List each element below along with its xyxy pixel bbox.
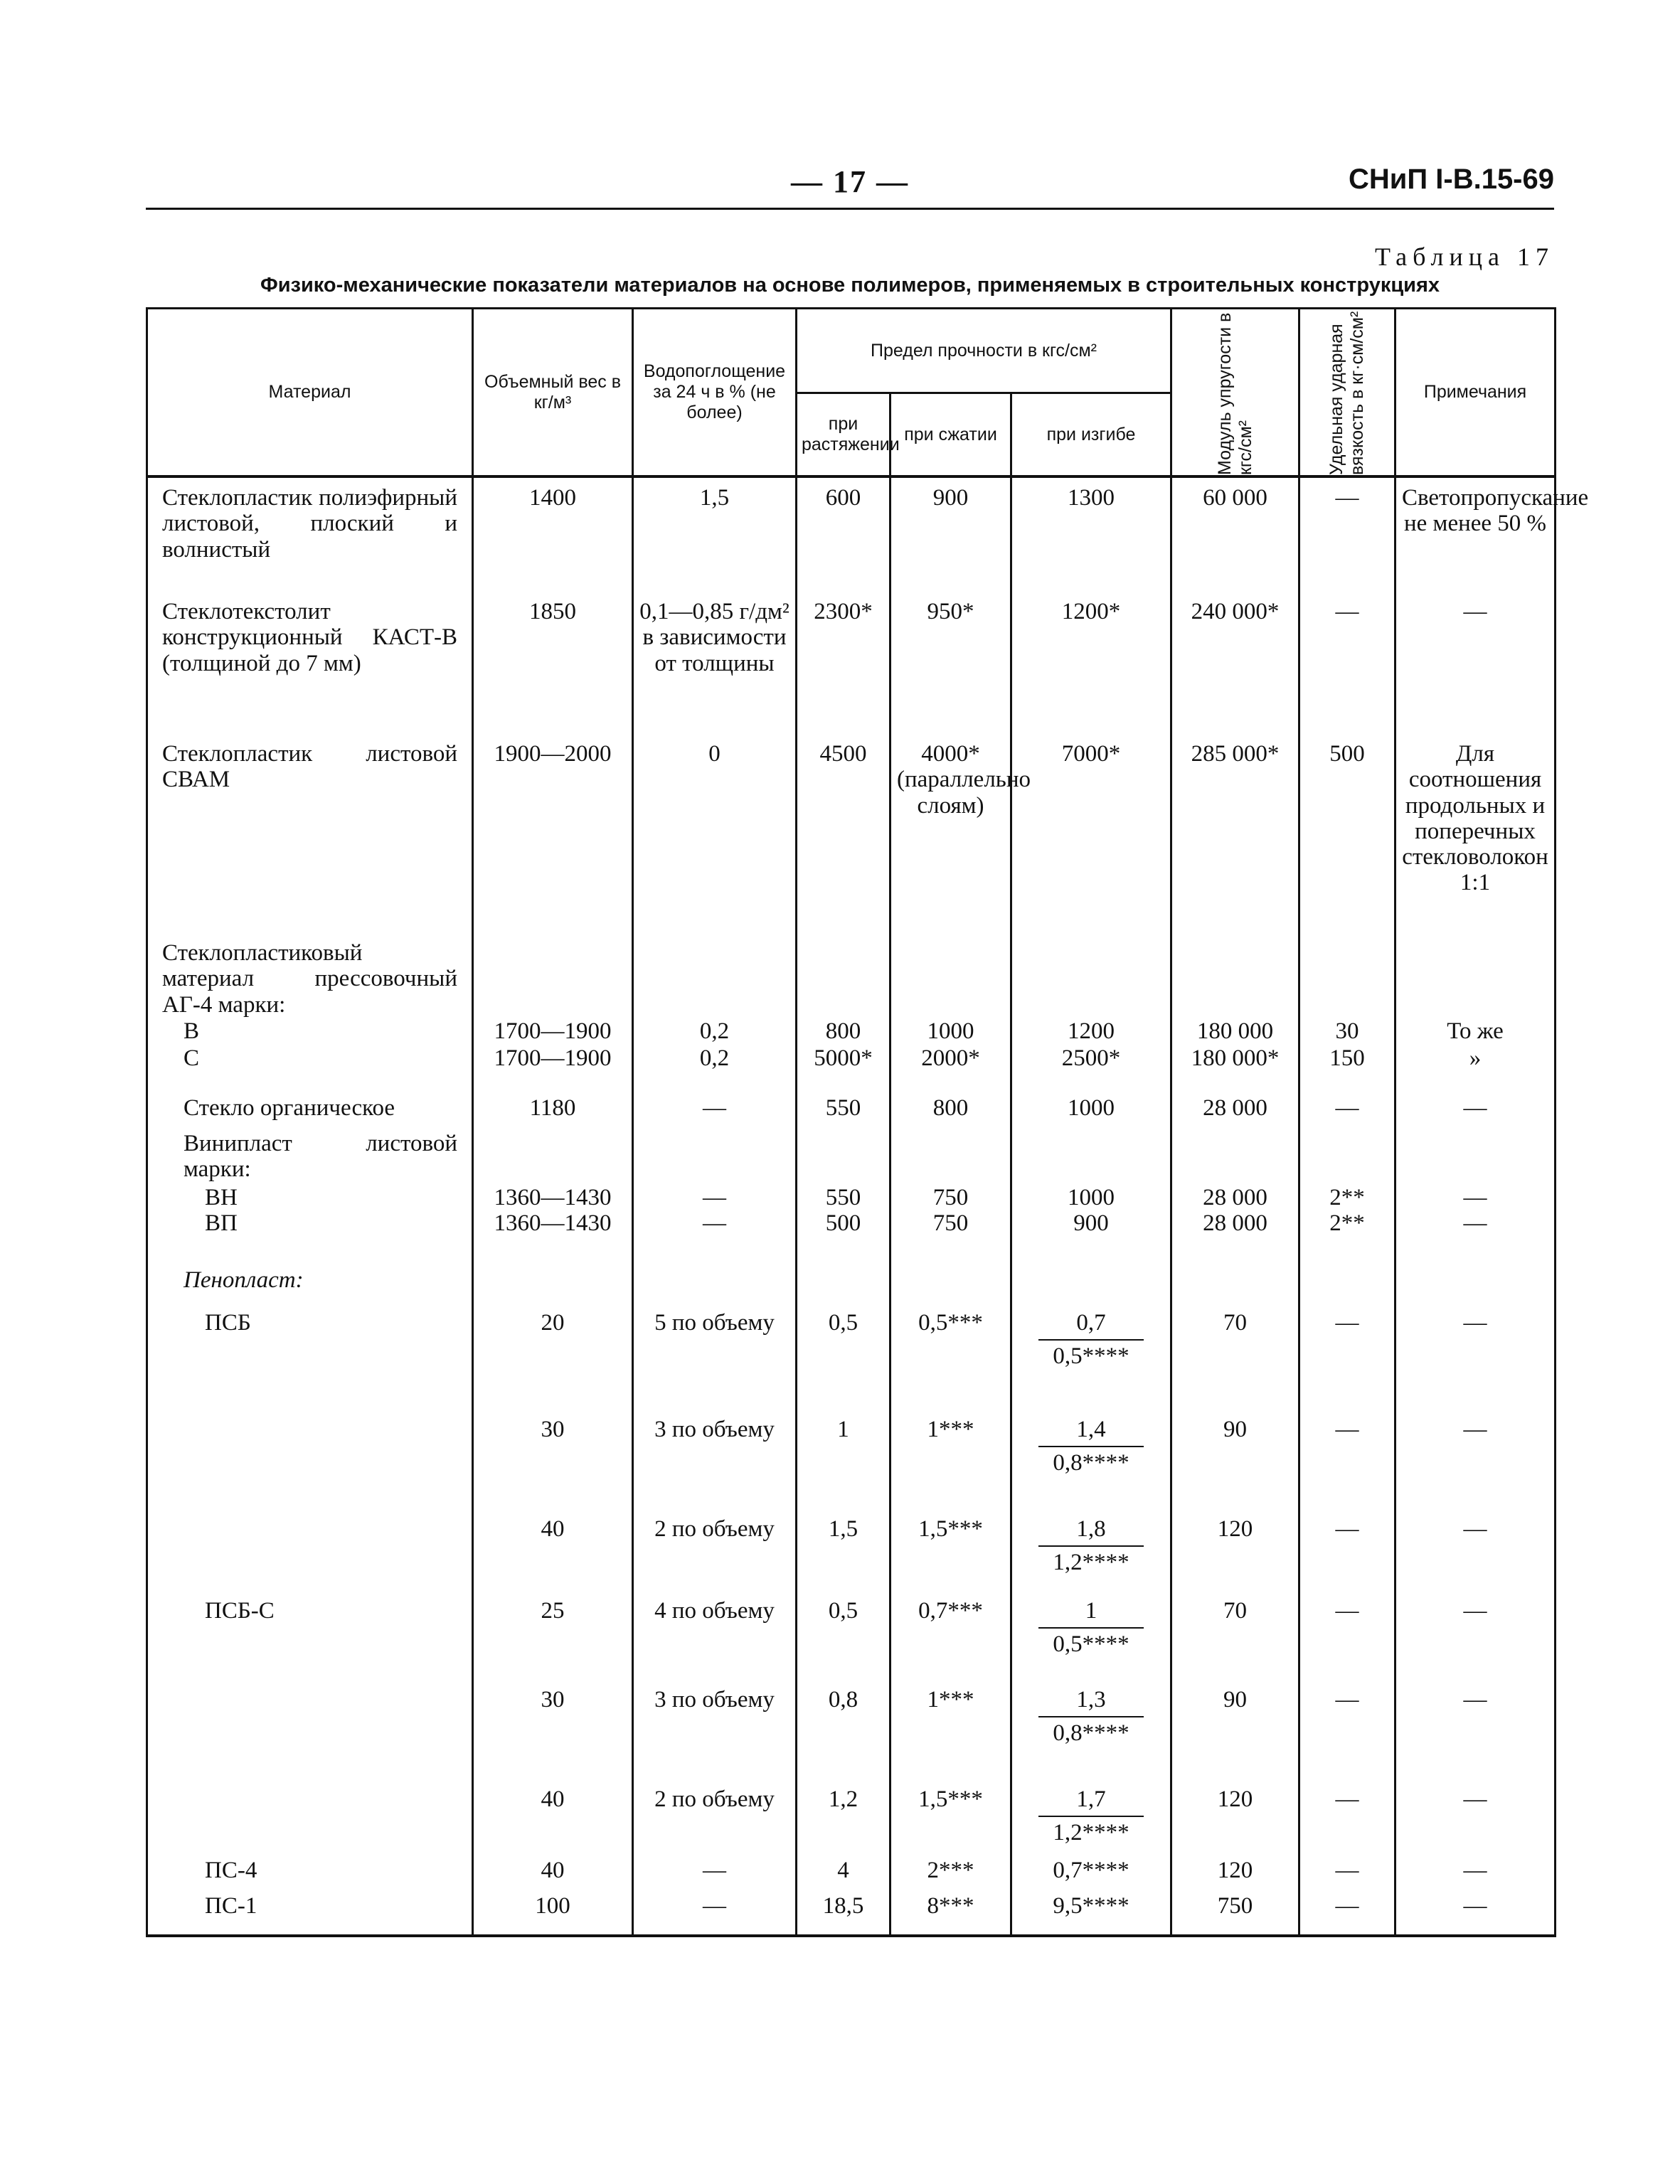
density-cell: 30 [473, 1417, 633, 1516]
impact-cell: — [1299, 1516, 1395, 1598]
water-cell: — [633, 1893, 797, 1936]
notes-cell: — [1395, 1185, 1556, 1210]
bending-fraction [1038, 1516, 1143, 1575]
density-cell: 40 [473, 1858, 633, 1893]
compression-cell: 1,5*** [890, 1786, 1011, 1858]
bending-numerator: 0,7 [1038, 1310, 1143, 1340]
material-cell: ПС-1 [147, 1893, 473, 1936]
impact-cell: 30 [1299, 1018, 1395, 1045]
tension-cell: 550 [797, 1185, 890, 1210]
material-cell: Стеклопластик полиэфирный листовой, плоский и волнистый [147, 485, 473, 599]
table-row [147, 1131, 1556, 1185]
bending-denominator: 0,5**** [1053, 1631, 1129, 1657]
tension-cell: 0,5 [797, 1310, 890, 1417]
bending-denominator: 0,5**** [1053, 1343, 1129, 1369]
page-header [146, 164, 1554, 206]
table-row [147, 1687, 1556, 1786]
density-cell: 1360—1430 [473, 1210, 633, 1267]
modulus-cell: 28 000 [1171, 1210, 1299, 1267]
water-cell: — [633, 1185, 797, 1210]
tension-cell: 0,8 [797, 1687, 890, 1786]
tension-cell: 500 [797, 1210, 890, 1267]
modulus-cell: 28 000 [1171, 1185, 1299, 1210]
notes-cell: — [1395, 1095, 1556, 1131]
material-cell: ВП [147, 1210, 473, 1267]
modulus-cell: 120 [1171, 1858, 1299, 1893]
col-modulus-label: Модуль упругости в кгс/см² [1214, 312, 1255, 475]
compression-cell: 1*** [890, 1417, 1011, 1516]
modulus-cell: 750 [1171, 1893, 1299, 1936]
bending-fraction [1038, 1687, 1143, 1746]
impact-cell: — [1299, 1786, 1395, 1858]
compression-cell: 1000 [890, 1018, 1011, 1045]
bending-cell [1011, 1786, 1171, 1858]
modulus-cell: 180 000 [1171, 1018, 1299, 1045]
bending-cell [1011, 1417, 1171, 1516]
modulus-cell: 60 000 [1171, 485, 1299, 599]
material-cell: Стеклопластиковый материал прессовочный АГ-4 марки: [147, 940, 473, 1018]
compression-cell: 900 [890, 485, 1011, 599]
bending-cell: 1200 [1011, 1018, 1171, 1045]
notes-cell: » [1395, 1045, 1556, 1095]
table-row [147, 599, 1556, 741]
water-cell: 5 по объему [633, 1310, 797, 1417]
bending-denominator: 0,8**** [1053, 1449, 1129, 1476]
tension-cell: 2300* [797, 599, 890, 741]
modulus-cell: 70 [1171, 1598, 1299, 1687]
notes-cell: — [1395, 1417, 1556, 1516]
notes-cell: — [1395, 1858, 1556, 1893]
notes-cell: — [1395, 1210, 1556, 1267]
bending-denominator: 0,8**** [1053, 1720, 1129, 1746]
water-cell: 3 по объему [633, 1417, 797, 1516]
document-code: СНиП I-В.15-69 [1349, 164, 1554, 195]
table-row [147, 1310, 1556, 1417]
modulus-cell: 240 000* [1171, 599, 1299, 741]
water-cell: 0,2 [633, 1018, 797, 1045]
density-cell: 40 [473, 1786, 633, 1858]
impact-cell: — [1299, 1858, 1395, 1893]
bending-cell: 1200* [1011, 599, 1171, 741]
notes-cell: — [1395, 1516, 1556, 1598]
compression-cell: 4000* (параллельно слоям) [890, 741, 1011, 940]
table-row [147, 1095, 1556, 1131]
bending-cell: 900 [1011, 1210, 1171, 1267]
compression-cell: 750 [890, 1210, 1011, 1267]
modulus-cell: 28 000 [1171, 1095, 1299, 1131]
impact-cell: — [1299, 1893, 1395, 1936]
material-cell: Пенопласт: [147, 1267, 473, 1310]
material-cell [147, 1417, 473, 1516]
table-body [147, 476, 1589, 1936]
compression-cell: 950* [890, 599, 1011, 741]
table-row [147, 1893, 1556, 1936]
page-number: — 17 — [791, 164, 909, 199]
compression-cell: 2000* [890, 1045, 1011, 1095]
bending-numerator: 1,8 [1038, 1516, 1143, 1546]
table-row [147, 1858, 1556, 1893]
material-cell: ВН [147, 1185, 473, 1210]
modulus-cell: 180 000* [1171, 1045, 1299, 1095]
bending-fraction [1038, 1310, 1143, 1369]
water-cell: 0 [633, 741, 797, 940]
compression-cell: 0,5*** [890, 1310, 1011, 1417]
density-cell: 1400 [473, 485, 633, 599]
bending-numerator: 1,3 [1038, 1687, 1143, 1717]
col-water: Водопоглощение за 24 ч в % (не более) [633, 309, 797, 477]
impact-cell: — [1299, 599, 1395, 741]
material-cell: ПСБ-С [147, 1598, 473, 1687]
bending-fraction [1038, 1598, 1143, 1657]
material-cell: Винипласт листовой марки: [147, 1131, 473, 1185]
tension-cell: 1,2 [797, 1786, 890, 1858]
bending-cell [1011, 1687, 1171, 1786]
compression-cell: 2*** [890, 1858, 1011, 1893]
density-cell: 20 [473, 1310, 633, 1417]
table-row [147, 1018, 1556, 1045]
material-cell [147, 1786, 473, 1858]
tension-cell: 800 [797, 1018, 890, 1045]
water-cell: 2 по объему [633, 1516, 797, 1598]
density-cell: 30 [473, 1687, 633, 1786]
notes-cell: — [1395, 1310, 1556, 1417]
water-cell: 2 по объему [633, 1786, 797, 1858]
material-cell: В [147, 1018, 473, 1045]
impact-cell: 2** [1299, 1210, 1395, 1267]
bending-fraction [1038, 1786, 1143, 1845]
table-row [147, 1598, 1556, 1687]
tension-cell: 600 [797, 485, 890, 599]
notes-cell: Светопропускание не менее 50 % [1395, 485, 1556, 599]
col-impact [1299, 309, 1395, 477]
compression-cell: 8*** [890, 1893, 1011, 1936]
bending-denominator: 1,2**** [1053, 1549, 1129, 1575]
table-row [147, 1417, 1556, 1516]
table-row [147, 1267, 1556, 1310]
tension-cell: 5000* [797, 1045, 890, 1095]
bending-cell: 1300 [1011, 485, 1171, 599]
col-tension: при растяжении [797, 393, 890, 477]
col-density: Объемный вес в кг/м³ [473, 309, 633, 477]
notes-cell: — [1395, 1598, 1556, 1687]
density-cell: 1360—1430 [473, 1185, 633, 1210]
bending-cell: 2500* [1011, 1045, 1171, 1095]
col-bending: при изгибе [1011, 393, 1171, 477]
density-cell: 1180 [473, 1095, 633, 1131]
bending-cell: 1000 [1011, 1185, 1171, 1210]
bending-cell [1011, 1516, 1171, 1598]
impact-cell: 150 [1299, 1045, 1395, 1095]
material-cell: ПСБ [147, 1310, 473, 1417]
impact-cell: — [1299, 1598, 1395, 1687]
water-cell: — [633, 1095, 797, 1131]
water-cell: 1,5 [633, 485, 797, 599]
bending-denominator: 1,2**** [1053, 1819, 1129, 1845]
bending-cell: 0,7**** [1011, 1858, 1171, 1893]
table-row [147, 1185, 1556, 1210]
compression-cell: 750 [890, 1185, 1011, 1210]
modulus-cell: 90 [1171, 1687, 1299, 1786]
modulus-cell: 70 [1171, 1310, 1299, 1417]
modulus-cell: 120 [1171, 1786, 1299, 1858]
notes-cell: — [1395, 599, 1556, 741]
bending-numerator: 1,4 [1038, 1417, 1143, 1447]
table-row [147, 741, 1556, 940]
tension-cell: 4 [797, 1858, 890, 1893]
table-row [147, 1210, 1556, 1267]
table-row [147, 1786, 1556, 1858]
material-cell: С [147, 1045, 473, 1095]
table-label: Таблица 17 [1375, 243, 1554, 271]
water-cell: 0,2 [633, 1045, 797, 1095]
material-cell: ПС-4 [147, 1858, 473, 1893]
properties-table [146, 307, 1589, 1937]
table-container [146, 307, 1589, 1937]
bending-numerator: 1 [1038, 1598, 1143, 1628]
density-cell: 1850 [473, 599, 633, 741]
impact-cell: 500 [1299, 741, 1395, 940]
material-cell [147, 1687, 473, 1786]
bending-cell: 7000* [1011, 741, 1171, 940]
header-rule [146, 208, 1554, 210]
tension-cell: 0,5 [797, 1598, 890, 1687]
bending-cell [1011, 1598, 1171, 1687]
notes-cell: — [1395, 1786, 1556, 1858]
tension-cell: 18,5 [797, 1893, 890, 1936]
compression-cell: 0,7*** [890, 1598, 1011, 1687]
material-cell: Стекло органическое [147, 1095, 473, 1131]
bending-cell: 1000 [1011, 1095, 1171, 1131]
modulus-cell: 285 000* [1171, 741, 1299, 940]
tension-cell: 1 [797, 1417, 890, 1516]
density-cell: 1700—1900 [473, 1018, 633, 1045]
table-row [147, 485, 1556, 599]
impact-cell: — [1299, 1687, 1395, 1786]
table-row [147, 940, 1556, 1018]
water-cell: 3 по объему [633, 1687, 797, 1786]
notes-cell: — [1395, 1687, 1556, 1786]
modulus-cell: 120 [1171, 1516, 1299, 1598]
compression-cell: 1,5*** [890, 1516, 1011, 1598]
col-impact-label: Удельная ударная вязкость в кг·см/см² [1327, 311, 1368, 475]
modulus-cell: 90 [1171, 1417, 1299, 1516]
col-material: Материал [147, 309, 473, 477]
bending-cell [1011, 1310, 1171, 1417]
col-notes: Примечания [1395, 309, 1556, 477]
notes-cell: То же [1395, 1018, 1556, 1045]
notes-cell: Для соотношения продольных и поперечных стекловолокон 1:1 [1395, 741, 1556, 940]
table-row [147, 1045, 1556, 1095]
col-strength-group: Предел прочности в кгс/см² [797, 309, 1171, 393]
bending-cell: 9,5**** [1011, 1893, 1171, 1936]
bending-fraction [1038, 1417, 1143, 1476]
material-cell: Стеклотекстолит конструкционный КАСТ-В (толщиной до 7 мм) [147, 599, 473, 741]
col-modulus [1171, 309, 1299, 477]
impact-cell: 2** [1299, 1185, 1395, 1210]
impact-cell: — [1299, 1095, 1395, 1131]
col-compression: при сжатии [890, 393, 1011, 477]
water-cell: — [633, 1858, 797, 1893]
compression-cell: 1*** [890, 1687, 1011, 1786]
impact-cell: — [1299, 1417, 1395, 1516]
table-title: Физико-механические показатели материалов на основе полимеров, применяемых в строительных конструкциях [260, 274, 1440, 297]
water-cell: 0,1—0,85 г/дм² в зависимости от толщины [633, 599, 797, 741]
tension-cell: 4500 [797, 741, 890, 940]
impact-cell: — [1299, 485, 1395, 599]
water-cell: — [633, 1210, 797, 1267]
tension-cell: 550 [797, 1095, 890, 1131]
density-cell: 1700—1900 [473, 1045, 633, 1095]
bending-numerator: 1,7 [1038, 1786, 1143, 1816]
notes-cell: — [1395, 1893, 1556, 1936]
compression-cell: 800 [890, 1095, 1011, 1131]
table-row [147, 1516, 1556, 1598]
material-cell: Стеклопластик листовой СВАМ [147, 741, 473, 940]
density-cell: 1900—2000 [473, 741, 633, 940]
density-cell: 25 [473, 1598, 633, 1687]
material-cell [147, 1516, 473, 1598]
impact-cell: — [1299, 1310, 1395, 1417]
tension-cell: 1,5 [797, 1516, 890, 1598]
water-cell: 4 по объему [633, 1598, 797, 1687]
density-cell: 100 [473, 1893, 633, 1936]
density-cell: 40 [473, 1516, 633, 1598]
